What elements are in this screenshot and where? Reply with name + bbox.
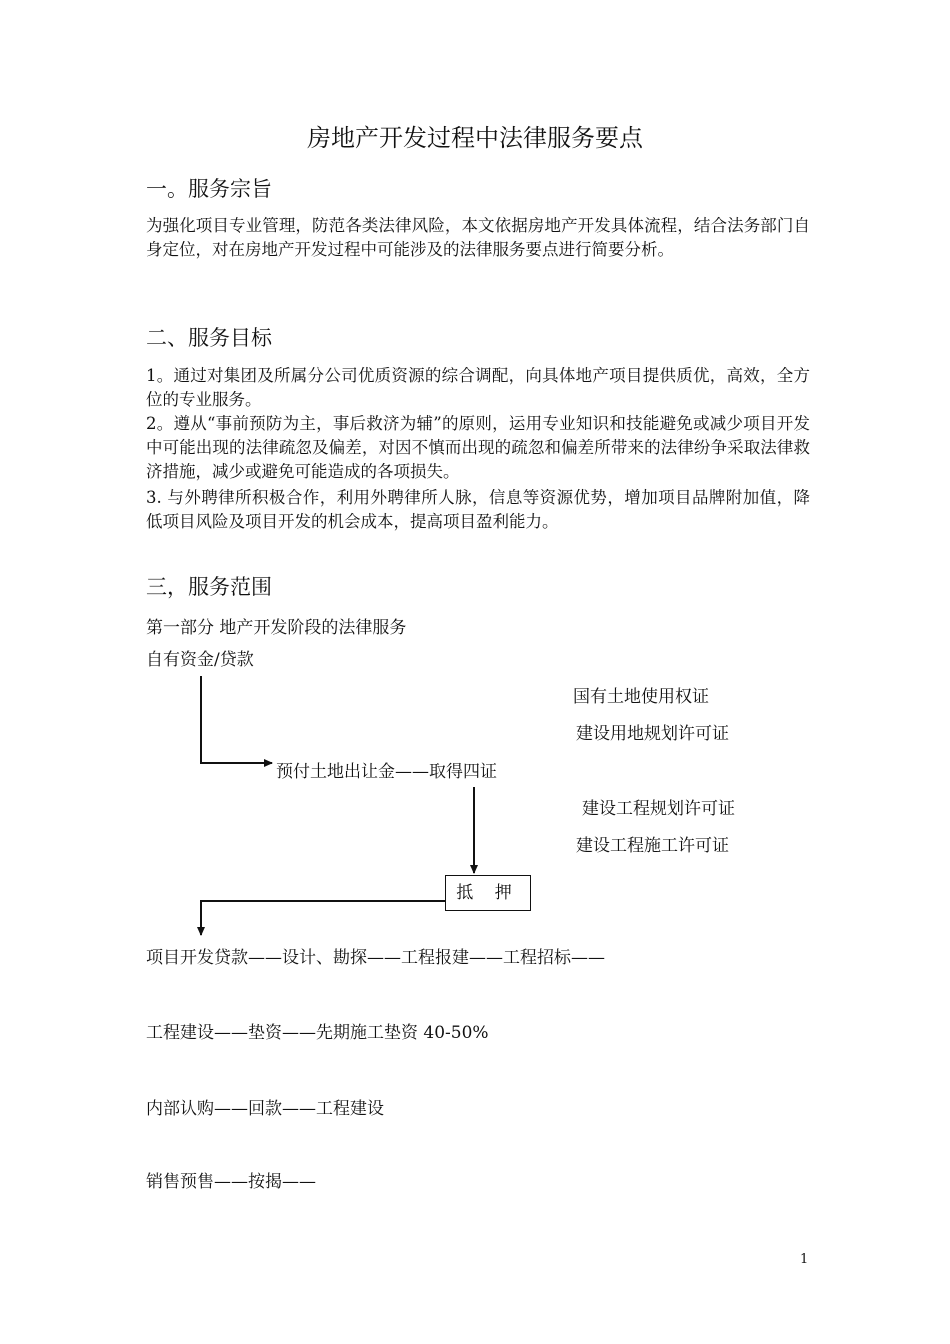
flow-line-4: 销售预售——按揭—— [146, 1172, 316, 1192]
cert-engineering-planning: 建设工程规划许可证 [582, 799, 735, 819]
section1-body: 为强化项目专业管理，防范各类法律风险，本文依据房地产开发具体流程，结合法务部门自身定位，对在房地产开发过程中可能涉及的法律服务要点进行简要分析。 [146, 216, 810, 259]
flow-line-1: 项目开发贷款——设计、勘探——工程报建——工程招标—— [146, 948, 605, 968]
section1-heading: 一。服务宗旨 [146, 177, 272, 201]
section3-heading: 三，服务范围 [146, 575, 272, 599]
mortgage-box: 抵 押 [445, 875, 531, 911]
flow-line-2: 工程建设——垫资——先期施工垫资 40-50% [146, 1023, 489, 1043]
page-number: 1 [800, 1252, 809, 1267]
arrow-mortgage-to-loan [201, 901, 445, 935]
cert-construction: 建设工程施工许可证 [576, 836, 729, 856]
flow-line-3: 内部认购——回款——工程建设 [146, 1099, 384, 1119]
section2-heading: 二、服务目标 [146, 326, 272, 350]
funding-label: 自有资金/贷款 [146, 650, 254, 670]
part1-title: 第一部分 地产开发阶段的法律服务 [146, 618, 407, 638]
cert-land-use: 国有土地使用权证 [573, 687, 709, 707]
section2-item-1: 1。通过对集团及所属分公司优质资源的综合调配，向具体地产项目提供质优，高效，全方位的专业服务。 [146, 366, 810, 409]
arrow-funding-to-prepay [201, 676, 272, 763]
cert-land-planning: 建设用地规划许可证 [576, 724, 729, 744]
section2-item-3: 3. 与外聘律所积极合作，利用外聘律所人脉，信息等资源优势，增加项目品牌附加值，降低项目风险及项目开发的机会成本，提高项目盈利能力。 [146, 488, 810, 531]
step-prepay: 预付土地出让金——取得四证 [276, 762, 497, 782]
section2-item-2: 2。遵从“事前预防为主，事后救济为辅”的原则，运用专业知识和技能避免或减少项目开发中可能出现的法律疏忽及偏差，对因不慎而出现的疏忽和偏差所带来的法律纷争采取法律救济措施，减少或避免可能造成的各项损失。 [146, 414, 810, 481]
page-title: 房地产开发过程中法律服务要点 [307, 124, 643, 152]
